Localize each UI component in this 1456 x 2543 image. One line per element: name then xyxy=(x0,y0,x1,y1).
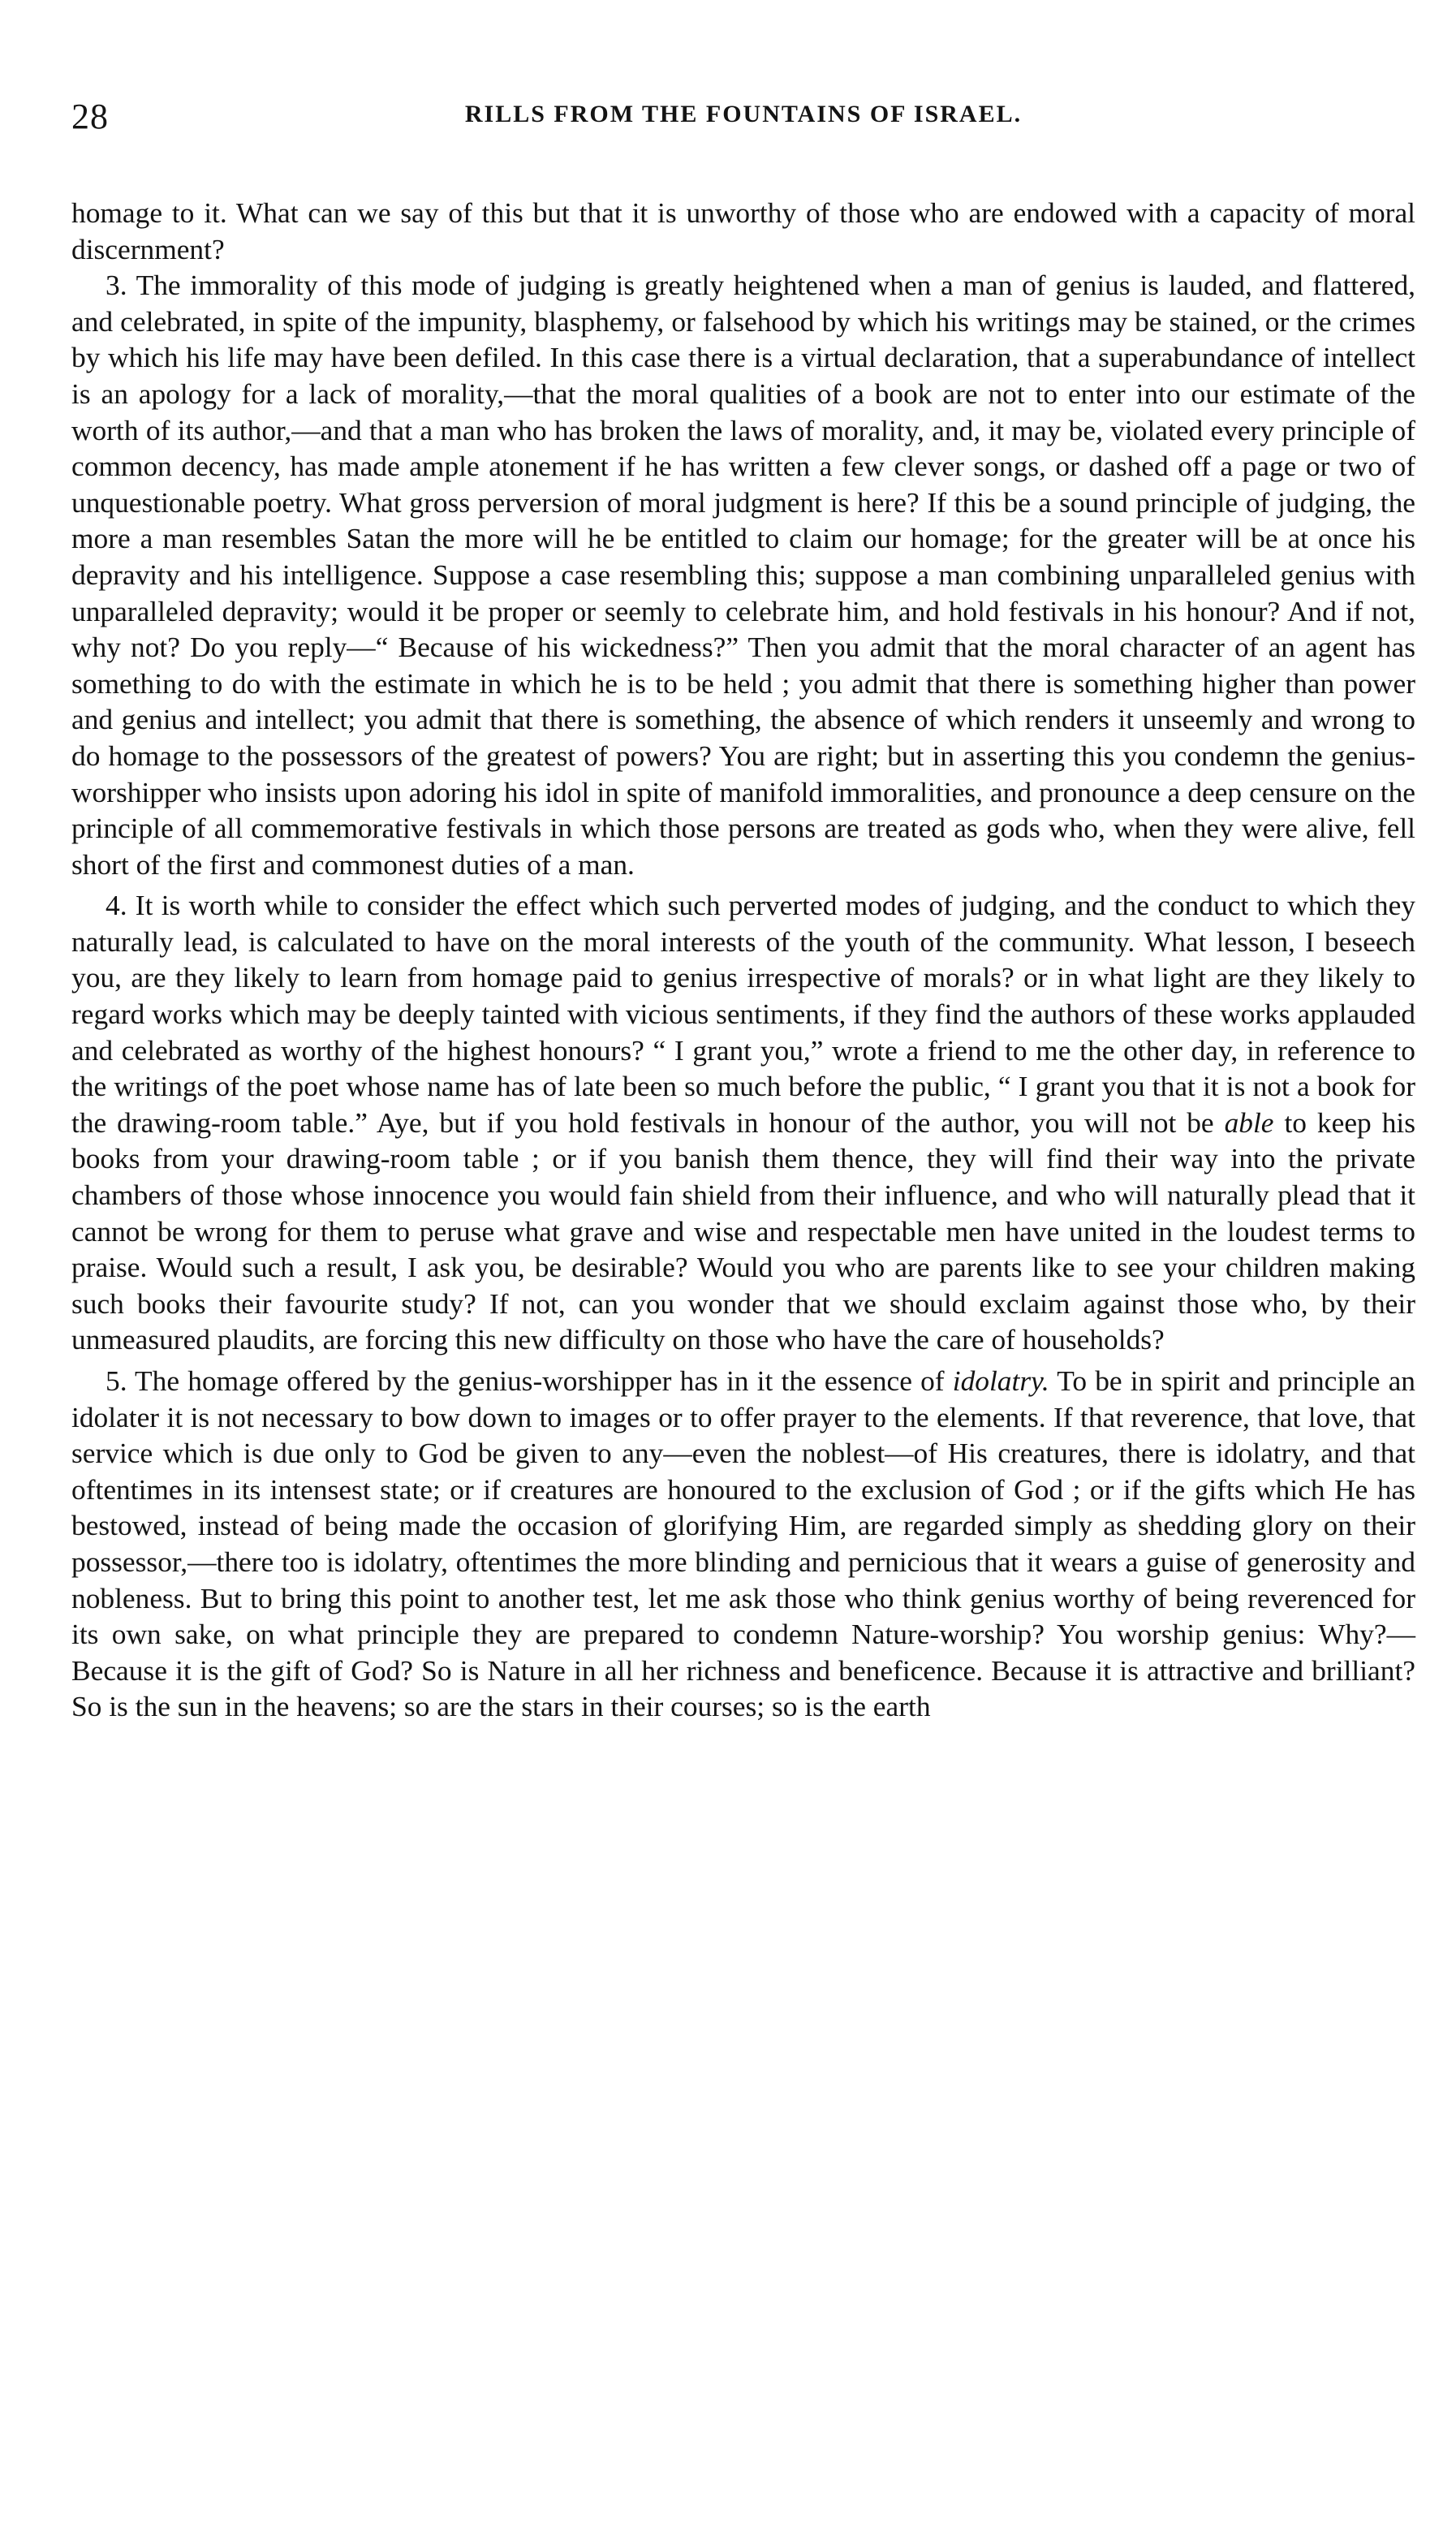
paragraph-point-5-emphasis: idolatry. xyxy=(952,1364,1049,1397)
paragraph-point-3: 3. The immorality of this mode of judging is greatly heightened when a man of genius is lauded, and flattered, and celebrated, in spite of the impunity, blasphemy, or falsehood by which his writings may be stained, or the crimes by which his life may have been defiled. In this case there is a virtual declaration, that a superabundance of intellect is an apology for a lack of morality,—that the moral qualities of a book are not to enter into our estimate of the worth of its author,—and that a man who has broken the laws of morality, and, it may be, violated every principle of common decency, has made ample atonement if he has written a few clever songs, or dashed off a page or two of unquestionable poetry. What gross perversion of moral judgment is here? If this be a sound principle of judging, the more a man resembles Satan the more will he be entitled to claim our homage; for the greater will be at once his depravity and his intelligence. Suppose a case resembling this; suppose a man combining unparalleled genius with unparalleled depravity; would it be proper or seemly to celebrate him, and hold festivals in his honour? And if not, why not? Do you reply—“ Because of his wickedness?” Then you admit that the moral character of an agent has something to do with the estimate in which he is to be held ; you admit that there is something higher than power and genius and intellect; you admit that there is something, the absence of which renders it unseemly and wrong to do homage to the possessors of the greatest of powers? You are right; but in asserting this you condemn the genius-worshipper who insists upon adoring his idol in spite of manifold immoralities, and pronounce a deep censure on the principle of all commemorative festivals in which those persons are treated as gods who, when they were alive, fell short of the first and commonest duties of a man. xyxy=(71,269,1415,881)
paragraph-point-4-emphasis: able xyxy=(1224,1106,1274,1139)
page-number: 28 xyxy=(71,97,109,136)
book-page xyxy=(71,96,1415,1725)
paragraph-point-4-text-a: 4. It is worth while to consider the effect which such perverted modes of judging, and the conduct to which they naturally lead, is calculated to have on the moral interests of the youth of the community. What lesson, I beseech you, are they likely to learn from homage paid to genius irrespective of morals? or in what light are they likely to regard works which may be deeply tainted with vicious sentiments, if they find the authors of these works applauded and celebrated as worthy of the highest honours? “ I grant you,” wrote a friend to me the other day, in reference to the writings of the poet whose name has of late been so much before the public, “ I grant you that it is not a book for the drawing-room table.” Aye, but if you hold festivals in honour of the author, you will not be xyxy=(71,889,1415,1139)
paragraph-point-5-text-b: To be in spirit and principle an idolater it is not necessary to bow down to images or to offer prayer to the elements. If that reverence, that love, that service which is due only to God be given to any—even the noblest—of His creatures, there is idolatry, and that oftentimes in its intensest state; or if creatures are honoured to the exclusion of God ; or if the gifts which He has bestowed, instead of being made the occasion of glorifying Him, are regarded simply as shedding glory on their possessor,—there too is idolatry, oftentimes the more blinding and pernicious that it wears a guise of generosity and nobleness. But to bring this point to another test, let me ask those who think genius worthy of being reverenced for its own sake, on what principle they are prepared to condemn Nature-worship? You worship genius: Why?—Because it is the gift of God? So is Nature in all her richness and beneficence. Because it is attractive and brilliant? So is the sun in the heavens; so are the stars in their courses; so is the earth xyxy=(71,1364,1415,1723)
paragraph-point-5 xyxy=(71,1363,1415,1725)
paragraph-point-4-text-b: to keep his books from your drawing-room table ; or if you banish them thence, they will find their way into the private chambers of those whose innocence you would fain shield from their influence, and who will naturally plead that it cannot be wrong for them to peruse what grave and wise and respectable men have united in the loudest terms to praise. Would such a result, I ask you, be desirable? Would you who are parents like to see your children making such books their favourite study? If not, can you wonder that we should exclaim against those who, by their unmeasured plaudits, are forcing this new difficulty on those who have the care of households? xyxy=(71,1106,1415,1356)
body-text xyxy=(71,195,1415,1725)
paragraph-point-5-text-a: 5. The homage offered by the genius-worshipper has in it the essence of xyxy=(106,1364,953,1397)
running-title: RILLS FROM THE FOUNTAINS OF ISRAEL. xyxy=(464,101,1023,127)
paragraph-point-4 xyxy=(71,887,1415,1358)
running-head xyxy=(71,96,1415,148)
paragraph-continuation: homage to it. What can we say of this but that it is unworthy of those who are endowed with a capacity of moral discernment? xyxy=(71,196,1415,265)
